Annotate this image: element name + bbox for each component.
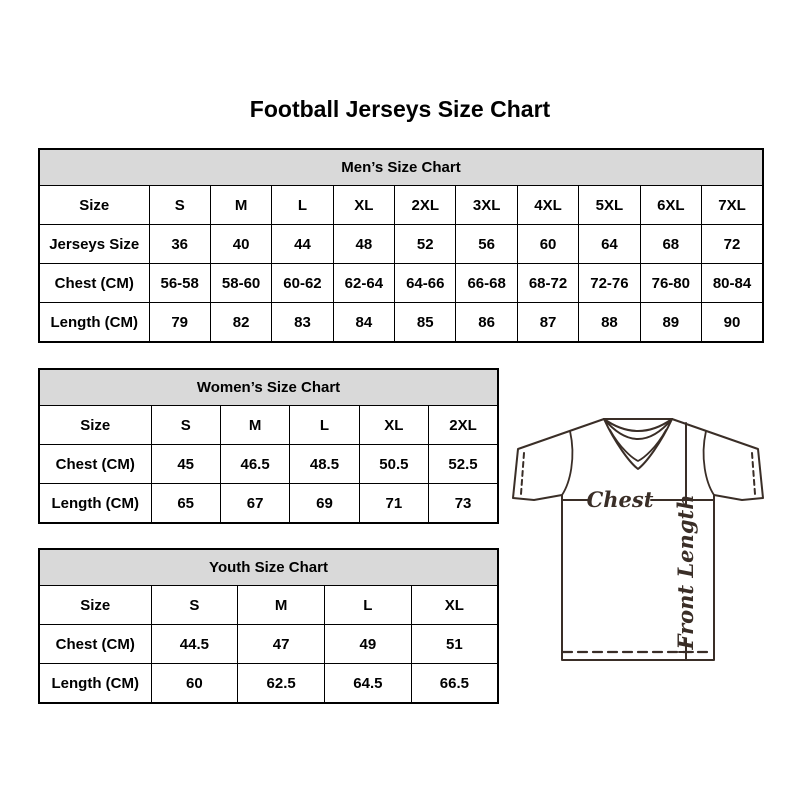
mens-row-label: Size [39,186,149,225]
womens-table-row [39,406,498,445]
womens-size-table [38,368,499,524]
mens-col-header: M [210,186,271,225]
mens-cell: 40 [210,225,271,264]
youth-cell: 66.5 [411,664,498,704]
womens-cell: 69 [290,484,359,524]
youth-col-header: M [238,586,325,625]
mens-cell: 60-62 [272,264,333,303]
youth-cell: 47 [238,625,325,664]
youth-cell: 51 [411,625,498,664]
mens-cell: 90 [702,303,763,343]
mens-cell: 89 [640,303,701,343]
mens-col-header: XL [333,186,394,225]
mens-cell: 76-80 [640,264,701,303]
mens-cell: 82 [210,303,271,343]
youth-cell: 49 [325,625,412,664]
womens-cell: 46.5 [220,445,289,484]
mens-col-header: 5XL [579,186,640,225]
youth-col-header: S [151,586,238,625]
mens-cell: 60 [517,225,578,264]
youth-cell: 64.5 [325,664,412,704]
mens-row-label: Chest (CM) [39,264,149,303]
womens-cell: 67 [220,484,289,524]
womens-cell: 65 [151,484,220,524]
mens-cell: 68 [640,225,701,264]
youth-size-table [38,548,499,704]
mens-col-header: 4XL [517,186,578,225]
mens-table-row [39,264,763,303]
mens-cell: 58-60 [210,264,271,303]
mens-cell: 52 [395,225,456,264]
mens-cell: 80-84 [702,264,763,303]
mens-cell: 88 [579,303,640,343]
womens-cell: 73 [429,484,498,524]
mens-row-label: Jerseys Size [39,225,149,264]
mens-col-header: 3XL [456,186,517,225]
youth-cell: 62.5 [238,664,325,704]
youth-cell: 60 [151,664,238,704]
youth-table-row [39,586,498,625]
cuff-stitch-left [521,453,524,494]
mens-cell: 56 [456,225,517,264]
mens-cell: 79 [149,303,210,343]
mens-cell: 48 [333,225,394,264]
womens-col-header: L [290,406,359,445]
youth-row-label: Chest (CM) [39,625,151,664]
mens-cell: 68-72 [517,264,578,303]
womens-col-header: XL [359,406,428,445]
womens-table-row [39,484,498,524]
mens-col-header: 2XL [395,186,456,225]
youth-row-label: Length (CM) [39,664,151,704]
mens-cell: 83 [272,303,333,343]
womens-table-row [39,445,498,484]
mens-col-header: S [149,186,210,225]
womens-cell: 45 [151,445,220,484]
mens-table-row [39,186,763,225]
mens-cell: 36 [149,225,210,264]
youth-table-row [39,664,498,704]
youth-cell: 44.5 [151,625,238,664]
youth-col-header: XL [411,586,498,625]
youth-row-label: Size [39,586,151,625]
youth-col-header: L [325,586,412,625]
youth-table-row [39,625,498,664]
mens-col-header: 7XL [702,186,763,225]
mens-cell: 44 [272,225,333,264]
jersey-outline [513,419,763,660]
mens-cell: 62-64 [333,264,394,303]
mens-table-row [39,303,763,343]
womens-row-label: Length (CM) [39,484,151,524]
mens-cell: 87 [517,303,578,343]
front-length-label: Front Length [673,494,698,650]
mens-cell: 86 [456,303,517,343]
womens-row-label: Size [39,406,151,445]
mens-row-label: Length (CM) [39,303,149,343]
womens-cell: 71 [359,484,428,524]
mens-cell: 84 [333,303,394,343]
chest-label: Chest [586,487,654,512]
womens-cell: 52.5 [429,445,498,484]
mens-cell: 56-58 [149,264,210,303]
jersey-measurement-diagram [500,403,775,663]
womens-table-title: Women’s Size Chart [39,369,498,406]
womens-col-header: 2XL [429,406,498,445]
page-title: Football Jerseys Size Chart [249,96,551,122]
womens-col-header: M [220,406,289,445]
mens-cell: 64-66 [395,264,456,303]
mens-cell: 72-76 [579,264,640,303]
mens-table-title: Men’s Size Chart [39,149,763,186]
womens-row-label: Chest (CM) [39,445,151,484]
mens-cell: 85 [395,303,456,343]
cuff-stitch-right [752,453,755,494]
jersey-body-outline [513,419,763,660]
womens-cell: 48.5 [290,445,359,484]
womens-cell: 50.5 [359,445,428,484]
mens-cell: 72 [702,225,763,264]
mens-cell: 66-68 [456,264,517,303]
mens-col-header: L [272,186,333,225]
mens-table-row [39,225,763,264]
mens-col-header: 6XL [640,186,701,225]
armhole-right [704,431,714,495]
mens-cell: 64 [579,225,640,264]
mens-size-table [38,148,764,343]
womens-col-header: S [151,406,220,445]
youth-table-title: Youth Size Chart [39,549,498,586]
armhole-left [562,431,572,495]
